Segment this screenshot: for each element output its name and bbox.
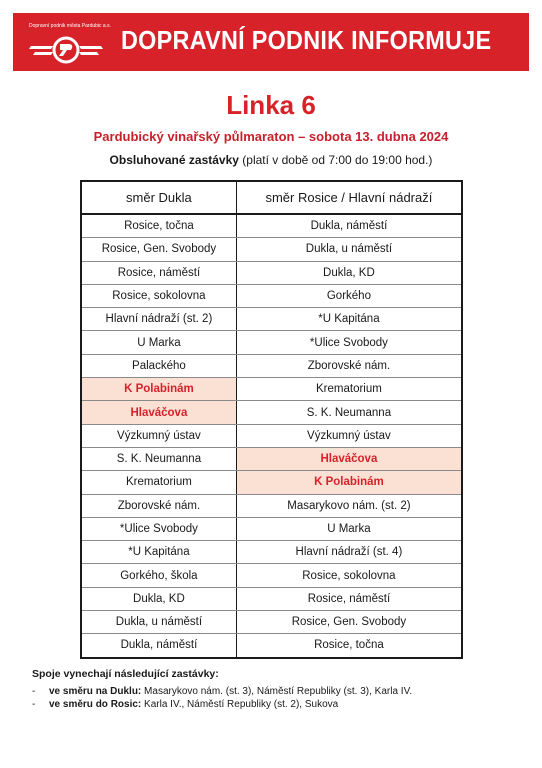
stops-table: [80, 180, 463, 659]
stop-cell-dukla: Krematorium: [81, 471, 236, 494]
column-header-rosice: směr Rosice / Hlavní nádraží: [236, 181, 462, 214]
stop-cell-dukla: S. K. Neumanna: [81, 447, 236, 470]
stop-cell-rosice: Zborovské nám.: [236, 354, 462, 377]
stop-cell-rosice: Dukla, u náměstí: [236, 238, 462, 261]
stop-cell-dukla: Dukla, KD: [81, 587, 236, 610]
page-title: Linka 6: [226, 90, 316, 120]
table-row: [81, 471, 462, 494]
stop-cell-rosice: S. K. Neumanna: [236, 401, 462, 424]
stop-cell-rosice: Rosice, náměstí: [236, 587, 462, 610]
note-dash: -: [32, 699, 36, 710]
event-subtitle: Pardubický vinařský půlmaraton – sobota 13. dubna 2024: [93, 129, 449, 144]
stop-cell-dukla: *Ulice Svobody: [81, 517, 236, 540]
stop-cell-dukla: Rosice, točna: [81, 214, 236, 238]
note-dash: -: [32, 686, 36, 697]
note-stops: Masarykovo nám. (st. 3), Náměstí Republiky (st. 3), Karla IV.: [144, 686, 413, 697]
stop-cell-rosice: Masarykovo nám. (st. 2): [236, 494, 462, 517]
table-row: [81, 424, 462, 447]
served-stops-note: (platí v době od 7:00 do 19:00 hod.): [242, 153, 433, 167]
stop-cell-rosice: Rosice, točna: [236, 634, 462, 658]
table-row: [81, 354, 462, 377]
company-name: Dopravní podnik města Pardubic a.s.: [29, 23, 111, 29]
stop-cell-rosice: Výzkumný ústav: [236, 424, 462, 447]
stop-cell-dukla: Zborovské nám.: [81, 494, 236, 517]
stop-cell-rosice: *U Kapitána: [236, 308, 462, 331]
table-row: [81, 401, 462, 424]
stop-cell-rosice: Hlavní nádraží (st. 4): [236, 541, 462, 564]
stop-cell-rosice: K Polabinám: [236, 471, 462, 494]
stop-cell-dukla: Rosice, náměstí: [81, 261, 236, 284]
stop-cell-dukla: Gorkého, škola: [81, 564, 236, 587]
stop-cell-dukla: Hlaváčova: [81, 401, 236, 424]
notes-heading: Spoje vynechají následující zastávky:: [32, 668, 219, 680]
stop-cell-dukla: K Polabinám: [81, 378, 236, 401]
stop-cell-dukla: U Marka: [81, 331, 236, 354]
stop-cell-rosice: U Marka: [236, 517, 462, 540]
table-row: [81, 261, 462, 284]
stops-table-body: [81, 214, 462, 658]
note-text: [49, 685, 412, 698]
note-stops: Karla IV., Náměstí Republiky (st. 2), Sukova: [144, 699, 339, 710]
stop-cell-dukla: Rosice, sokolovna: [81, 284, 236, 307]
table-row: [81, 587, 462, 610]
header-banner: [13, 13, 529, 71]
table-row: [81, 541, 462, 564]
headline: DOPRAVNÍ PODNIK INFORMUJE: [121, 25, 492, 55]
stop-cell-dukla: Hlavní nádraží (st. 2): [81, 308, 236, 331]
stop-cell-dukla: Palackého: [81, 354, 236, 377]
stop-cell-dukla: Dukla, u náměstí: [81, 611, 236, 634]
skipped-stops-notes: [32, 668, 412, 711]
table-row: [81, 284, 462, 307]
stop-cell-dukla: Dukla, náměstí: [81, 634, 236, 658]
stop-cell-rosice: *Ulice Svobody: [236, 331, 462, 354]
note-item: [32, 698, 412, 711]
table-row: [81, 634, 462, 658]
served-stops-caption: [0, 153, 542, 167]
company-logo-icon: [27, 32, 105, 68]
stop-cell-rosice: Hlaváčova: [236, 447, 462, 470]
note-item: [32, 685, 412, 698]
stop-cell-rosice: Krematorium: [236, 378, 462, 401]
stop-cell-rosice: Gorkého: [236, 284, 462, 307]
note-text: [49, 698, 338, 711]
table-row: [81, 308, 462, 331]
column-header-dukla: směr Dukla: [81, 181, 236, 214]
table-row: [81, 564, 462, 587]
note-label: ve směru na Duklu:: [49, 686, 142, 697]
stop-cell-dukla: Rosice, Gen. Svobody: [81, 238, 236, 261]
table-row: [81, 214, 462, 238]
stop-cell-dukla: Výzkumný ústav: [81, 424, 236, 447]
stop-cell-rosice: Dukla, KD: [236, 261, 462, 284]
stop-cell-rosice: Rosice, sokolovna: [236, 564, 462, 587]
table-header-row: [81, 181, 462, 214]
table-row: [81, 378, 462, 401]
stop-cell-dukla: *U Kapitána: [81, 541, 236, 564]
note-label: ve směru do Rosic:: [49, 699, 142, 710]
table-row: [81, 331, 462, 354]
table-row: [81, 494, 462, 517]
served-stops-label: Obsluhované zastávky: [109, 153, 239, 167]
table-row: [81, 517, 462, 540]
table-row: [81, 611, 462, 634]
table-row: [81, 238, 462, 261]
stop-cell-rosice: Rosice, Gen. Svobody: [236, 611, 462, 634]
stop-cell-rosice: Dukla, náměstí: [236, 214, 462, 238]
table-row: [81, 447, 462, 470]
